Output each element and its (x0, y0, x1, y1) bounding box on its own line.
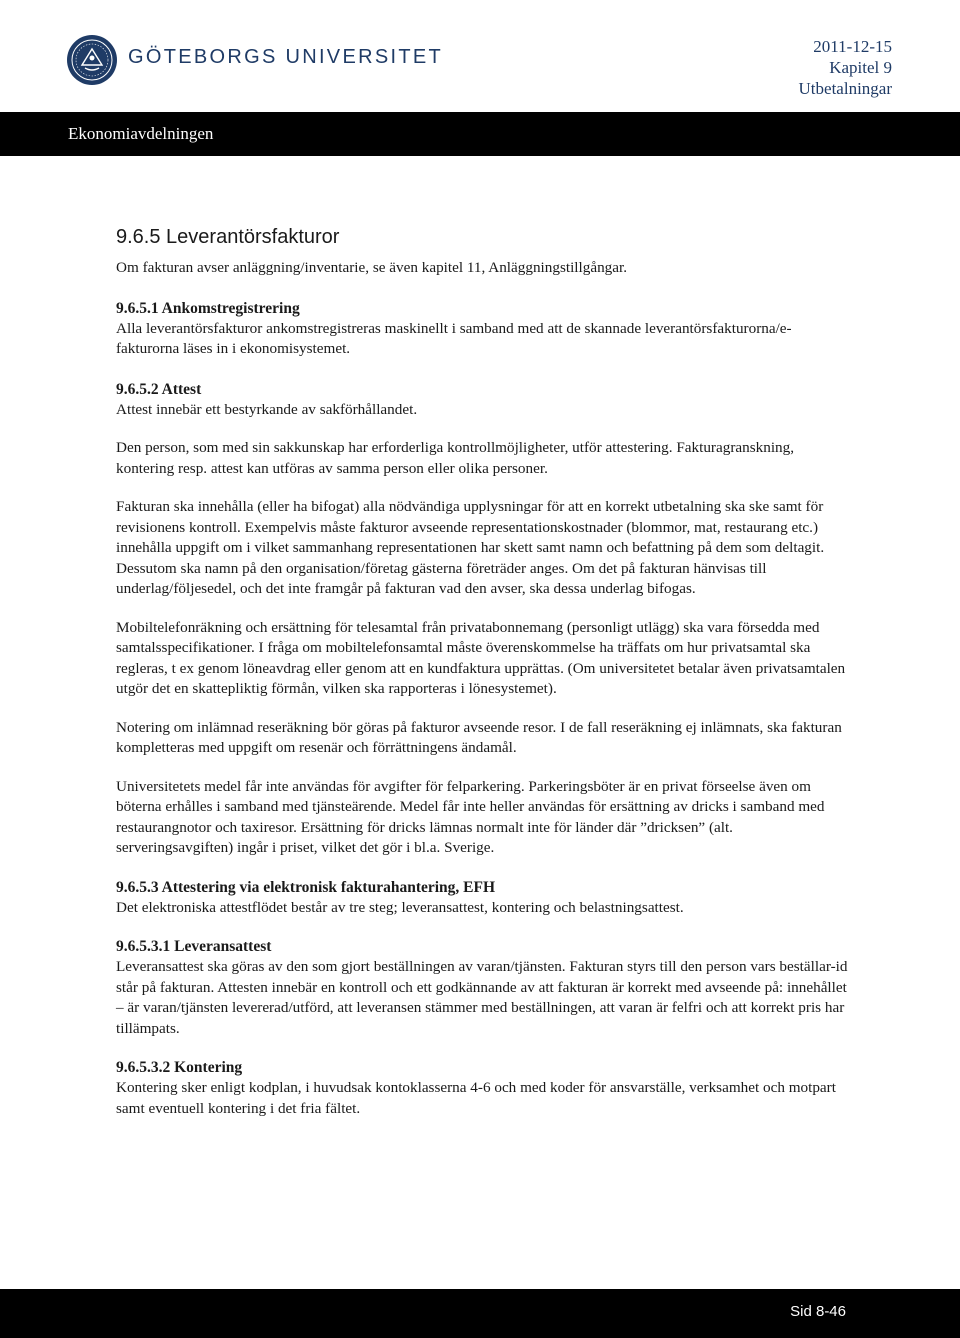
document-topic: Utbetalningar (798, 79, 892, 98)
department-label: Ekonomiavdelningen (68, 124, 214, 143)
paragraph-medel: Universitetets medel får inte användas för avgifter för felparkering. Parkeringsböter är en privat förseelse även om böterna erhålles i samband med tjänsteärende. Medel får inte heller användas för ersättning av dricks i samband med restaurangnotor och taxiresor. Ersättning för dricks lämnas normalt inte för länder där ”dricksen” (alt. serveringsavgiften) ingår i priset, vilket det gör i bl.a. Sverige. (116, 777, 825, 856)
document-chapter: Kapitel 9 (829, 58, 892, 77)
paragraph-kontering: Kontering sker enligt kodplan, i huvudsak kontoklasserna 4-6 och med koder för ansvarställe, verksamhet och motpart samt eventuell kontering i det fria fältet. (116, 1079, 836, 1117)
document-meta (799, 36, 892, 99)
university-name: GÖTEBORGS UNIVERSITET (128, 46, 443, 68)
page-footer (0, 1289, 960, 1338)
section-heading-efh: 9.6.5.3 Attestering via elektronisk fakturahantering, EFH (116, 878, 496, 896)
paragraph-ankomstregistrering: Alla leverantörsfakturor ankomstregistreras maskinellt i samband med att de skannade leverantörsfakturorna/e-fakturorna läses in i ekonomisystemet. (116, 319, 792, 357)
paragraph-mobiltelefon: Mobiltelefonräkning och ersättning för telesamtal från privatabonnemang (personligt utlägg) ska vara försedda med samtalsspecifikationer. I fråga om mobiltelefonsamtal måste överenskommelse ha träffats om hur privatsamtal ska regleras, t ex genom löneavdrag eller genom att en kundfaktura upprättas. (Om universitetet betalar även privatsamtalen utgör det en skattepliktig förmån, vilken ska rapporteras i lönesystemet). (116, 618, 846, 697)
paragraph-anlaggning: Om fakturan avser anläggning/inventarie, se även kapitel 11, Anläggningstillgångar. (116, 259, 628, 276)
section-heading-ankomstregistrering: 9.6.5.1 Ankomstregistrering (116, 299, 300, 317)
paragraph-attest: Attest innebär ett bestyrkande av sakförhållandet. (116, 400, 418, 418)
paragraph-leveransattest: Leveransattest ska göras av den som gjort beställningen av varan/tjänsten. Fakturan styrs till den person vars beställar-id står på fakturan. Attesten innebär en kontroll och ett godkännande av att fakturan är korrekt med avseende på: innehållet – är varan/tjänsten levererad/utförd, att leveransen stämmer med beställningen, att varan är felfri och att korrekt pris har tillämpats. (116, 958, 848, 1037)
section-heading-attest: 9.6.5.2 Attest (116, 380, 202, 398)
document-date: 2011-12-15 (813, 37, 892, 56)
document-body (116, 224, 850, 1119)
section-heading-leveransattest: 9.6.5.3.1 Leveransattest (116, 938, 272, 955)
department-bar (0, 112, 960, 156)
page-header (0, 0, 960, 112)
section-heading-leverantorsfakturor: 9.6.5 Leverantörsfakturor (116, 226, 340, 248)
paragraph-efh: Det elektroniska attestflödet består av tre steg; leveransattest, kontering och belastningsattest. (116, 898, 684, 916)
page-number: Sid 8-46 (790, 1303, 846, 1320)
university-seal-icon (66, 34, 118, 86)
paragraph-notering: Notering om inlämnad reseräkning bör göras på fakturor avseende resor. I de fall reseräkning ej inlämnats, ska fakturan kompletteras med uppgift om resenär och förrättningens ändamål. (116, 718, 842, 756)
paragraph-person: Den person, som med sin sakkunskap har erforderliga kontrollmöjligheter, utför attestering. Fakturagranskning, kontering resp. attest kan utföras av samma person eller olika personer. (116, 439, 795, 477)
paragraph-faktura-innehall: Fakturan ska innehålla (eller ha bifogat) alla nödvändiga upplysningar för att en korrekt utbetalning ska ske samt för revisionens kontroll. Exempelvis måste fakturor avseende representationskostnader (blommor, mat, restaurang etc.) innehålla uppgift om i vilket sammanhang representationen har skett samt namn och befattning på dem som deltagit. Dessutom ska namn på den organisation/företag gästerna företräder anges. Om det på fakturan hänvisas till underlag/följesedel, och det inte framgår på fakturan vad den avser, ska dessa underlag bifogas. (116, 498, 825, 597)
section-heading-kontering: 9.6.5.3.2 Kontering (116, 1059, 243, 1076)
